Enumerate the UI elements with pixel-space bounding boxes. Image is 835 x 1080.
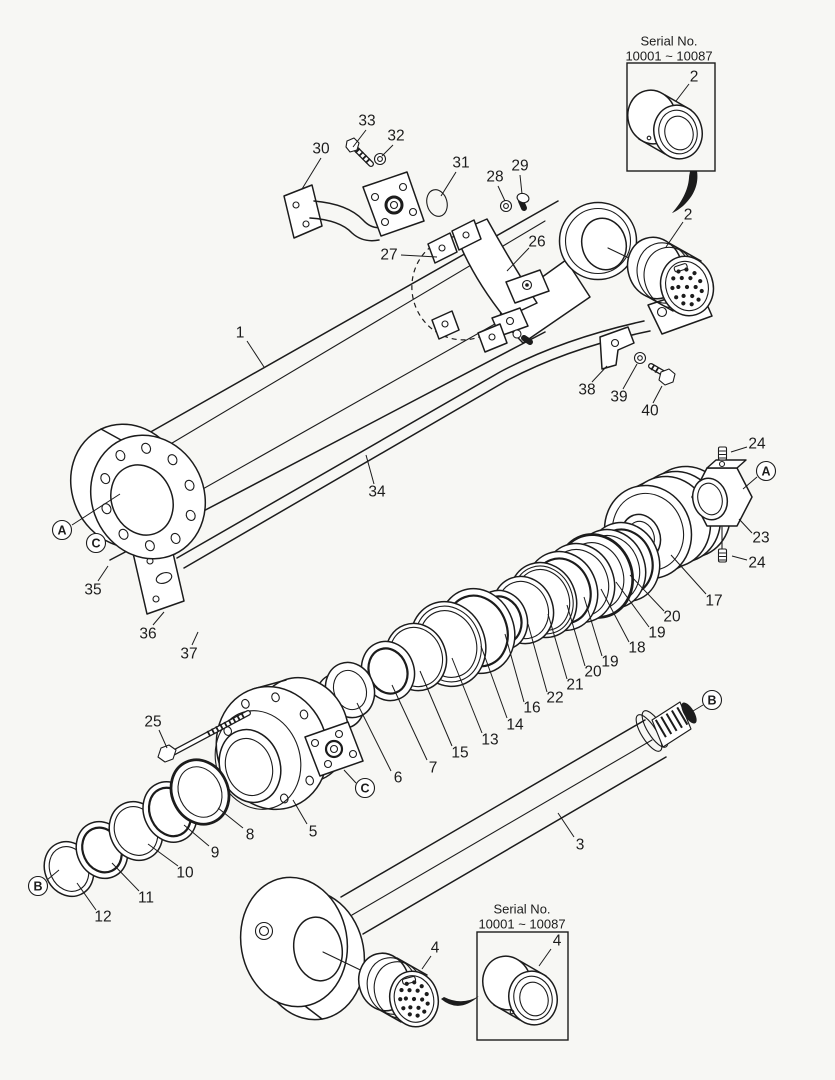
arrow-swoosh-bottom xyxy=(441,996,479,1006)
callout-11-40: 11 xyxy=(137,889,155,907)
serial-bottom-line1: Serial No. xyxy=(493,901,551,917)
callout-leader-29-4 xyxy=(520,175,522,194)
ref-letter-A-2: A xyxy=(761,464,771,479)
callout-27-6: 27 xyxy=(380,246,398,264)
callout-leader-7-34 xyxy=(392,685,427,760)
callout-2-9: 2 xyxy=(689,68,699,86)
serial-bottom-line2: 10001 ~ 10087 xyxy=(478,916,566,932)
callout-20-27: 20 xyxy=(584,663,602,681)
ref-letter-A-0: A xyxy=(57,523,67,538)
pipe-clamp-38 xyxy=(600,327,675,385)
callout-leader-40-12 xyxy=(653,386,662,403)
callout-30-2: 30 xyxy=(312,140,330,158)
bolt-33 xyxy=(346,138,371,164)
rod-bushing-4 xyxy=(352,948,479,1033)
seal-kit-rings xyxy=(306,512,671,735)
callout-leader-2-8 xyxy=(666,222,683,247)
washer-32 xyxy=(375,154,386,165)
set-screw-24-bottom xyxy=(719,549,727,562)
tube-flange xyxy=(51,405,226,578)
callout-21-28: 21 xyxy=(566,676,584,694)
callout-22-29: 22 xyxy=(546,689,564,707)
callout-leader-32-1 xyxy=(382,145,393,156)
callout-1-13: 1 xyxy=(235,324,245,342)
callout-leader-4-44 xyxy=(539,949,551,966)
callout-leader-37-17 xyxy=(192,632,198,645)
callout-4-43: 4 xyxy=(430,939,440,957)
callout-14-31: 14 xyxy=(506,716,524,734)
callout-leader-23-20 xyxy=(739,519,752,533)
callout-leader-31-3 xyxy=(441,172,456,196)
ref-letter-B-3: B xyxy=(33,879,43,894)
ref-leader-C-5 xyxy=(344,770,356,783)
rod-eye xyxy=(231,869,375,1028)
callout-9-38: 9 xyxy=(210,844,220,862)
callout-16-30: 16 xyxy=(523,699,541,717)
callout-leader-25-18 xyxy=(159,730,167,748)
serial-top-bushing xyxy=(622,85,708,165)
callout-26-7: 26 xyxy=(528,233,546,251)
callout-4-44: 4 xyxy=(552,932,562,950)
callout-13-32: 13 xyxy=(481,731,499,749)
callout-40-12: 40 xyxy=(641,402,659,420)
washer-39 xyxy=(635,353,646,364)
callout-leader-35-15 xyxy=(98,566,108,581)
callout-28-5: 28 xyxy=(486,168,504,186)
elbow-block xyxy=(284,185,322,238)
callout-leader-30-2 xyxy=(302,158,321,189)
callout-39-11: 39 xyxy=(610,388,628,406)
serial-box-top xyxy=(622,34,715,214)
serial-bottom-bushing xyxy=(477,951,563,1031)
callout-23-20: 23 xyxy=(752,529,770,547)
callout-leader-4-43 xyxy=(422,956,431,969)
clamp-plate-27a xyxy=(428,233,457,263)
o-ring-31 xyxy=(424,187,450,218)
washer-28 xyxy=(501,201,512,212)
callout-leader-2-9 xyxy=(676,84,689,101)
callout-10-39: 10 xyxy=(176,864,194,882)
callout-3-42: 3 xyxy=(575,836,585,854)
clamp-washer xyxy=(513,330,521,338)
callout-7-34: 7 xyxy=(428,759,438,777)
callout-17-22: 17 xyxy=(705,592,723,610)
callout-leader-24-21 xyxy=(732,556,747,560)
callout-19-26: 19 xyxy=(601,653,619,671)
serial-top-line2: 10001 ~ 10087 xyxy=(625,48,713,64)
callout-29-4: 29 xyxy=(511,157,529,175)
clamp-plate-lower xyxy=(432,311,459,339)
callout-leader-24-19 xyxy=(731,447,747,452)
grease-port xyxy=(256,923,273,940)
callout-5-36: 5 xyxy=(308,823,318,841)
ref-leader-B-4 xyxy=(693,705,703,711)
callout-leader-38-10 xyxy=(592,366,607,382)
serial-top-line1: Serial No. xyxy=(640,33,698,49)
callout-leader-28-5 xyxy=(498,186,505,201)
callout-leader-11-40 xyxy=(112,863,139,891)
serial-box-bottom xyxy=(477,902,568,1041)
callout-19-24: 19 xyxy=(648,624,666,642)
callout-leader-1-13 xyxy=(247,341,264,367)
callout-36-16: 36 xyxy=(139,625,157,643)
callout-15-33: 15 xyxy=(451,744,469,762)
callout-leader-36-16 xyxy=(153,612,164,625)
callout-24-21: 24 xyxy=(748,554,766,572)
callout-35-15: 35 xyxy=(84,581,102,599)
callout-18-25: 18 xyxy=(628,639,646,657)
callout-leader-3-42 xyxy=(558,813,574,837)
ref-letter-C-5: C xyxy=(360,781,370,796)
bolt-40 xyxy=(651,366,675,385)
ref-letter-C-1: C xyxy=(91,536,101,551)
callout-24-19: 24 xyxy=(748,435,766,453)
callout-33-0: 33 xyxy=(358,112,376,130)
callout-38-10: 38 xyxy=(578,381,596,399)
callout-25-18: 25 xyxy=(144,713,162,731)
set-screw-24-top xyxy=(719,447,727,460)
callout-34-14: 34 xyxy=(368,483,386,501)
callout-12-41: 12 xyxy=(94,908,112,926)
callout-6-35: 6 xyxy=(393,769,403,787)
callout-2-8: 2 xyxy=(683,206,693,224)
ref-letter-B-4: B xyxy=(707,693,717,708)
gland-seal-rings xyxy=(35,750,239,904)
callout-32-1: 32 xyxy=(387,127,405,145)
plug-29 xyxy=(516,192,530,208)
callout-leader-39-11 xyxy=(623,364,637,389)
callout-8-37: 8 xyxy=(245,826,255,844)
callout-37-17: 37 xyxy=(180,645,198,663)
callout-20-23: 20 xyxy=(663,608,681,626)
callout-31-3: 31 xyxy=(452,154,470,172)
